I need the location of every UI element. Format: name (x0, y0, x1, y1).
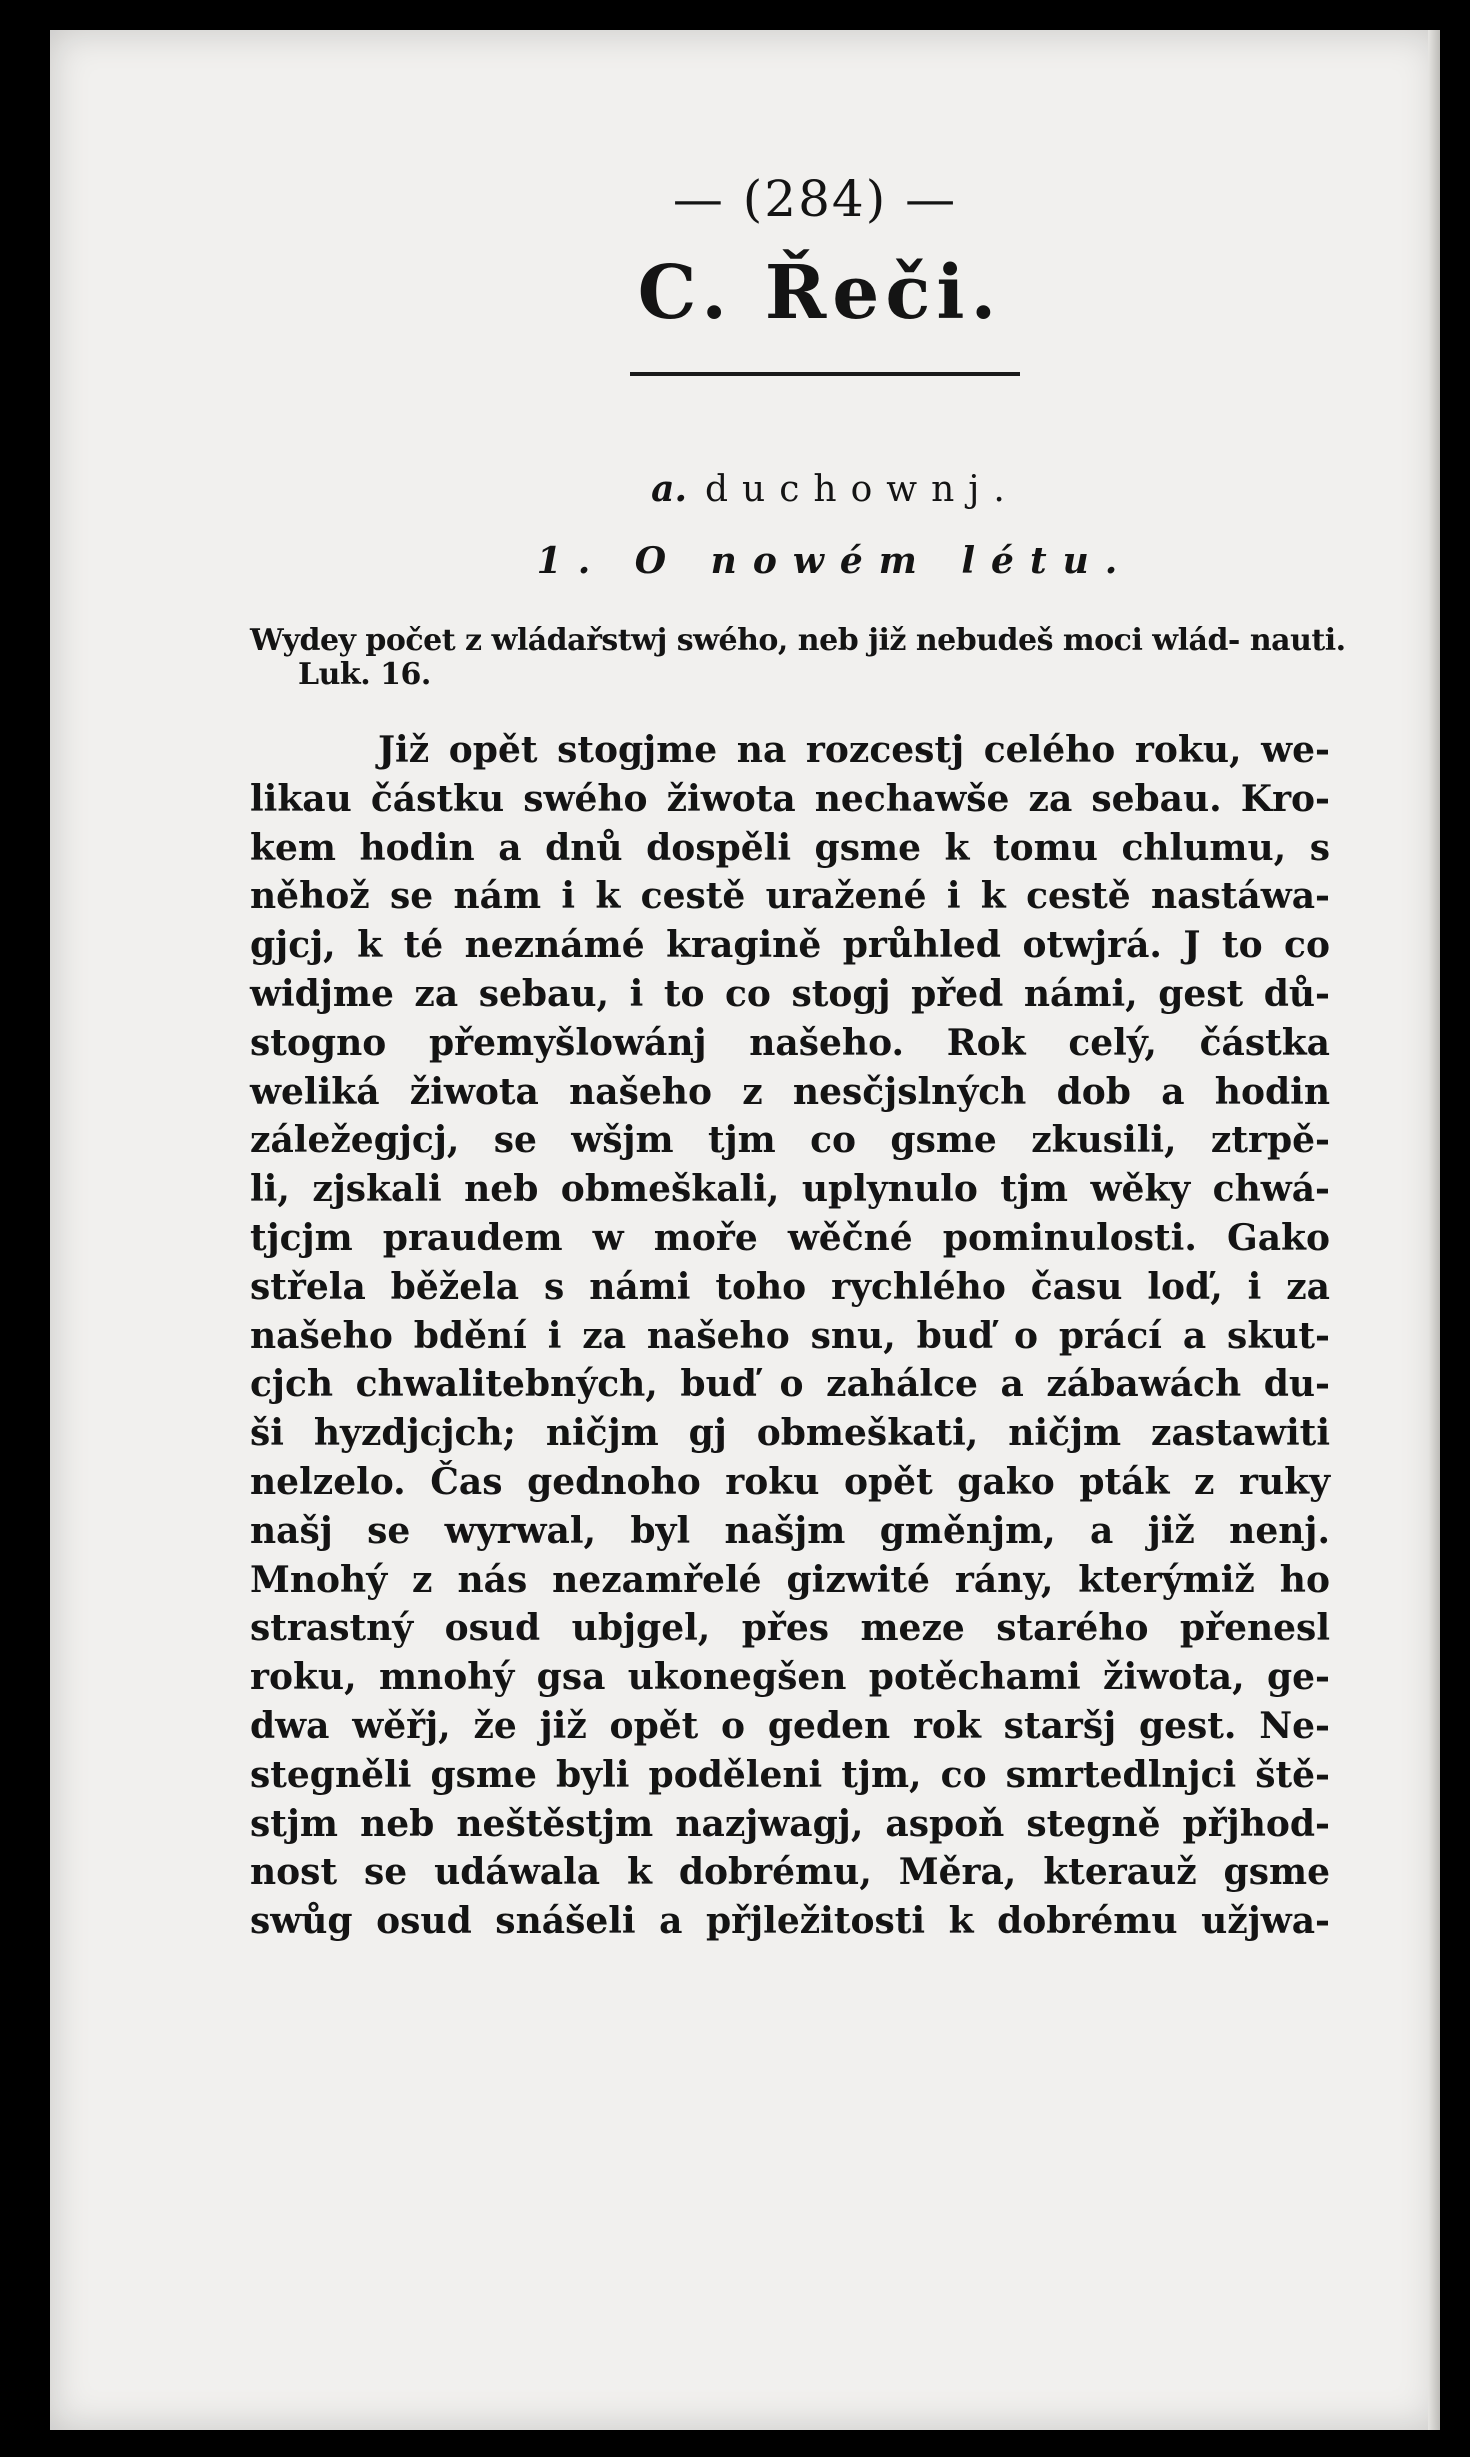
text-line: cjch chwalitebných, buď o zahálce a zábawách du- (250, 1363, 1330, 1406)
text-line: našeho bdění i za našeho snu, buď o prácí a skut- (250, 1314, 1330, 1357)
text-line: stegněli gsme byli poděleni tjm, co smrtedlnjci ště- (250, 1753, 1330, 1796)
text-line: Již opět stogjme na rozcestj celého roku, we- (378, 729, 1330, 771)
text-line: záležegjcj, se wšjm tjm co gsme zkusili, ztrpě- (250, 1119, 1330, 1162)
text-line: střela běžela s námi toho rychlého času loď, i za (250, 1265, 1330, 1308)
body-text (250, 726, 1330, 1946)
text-line: ši hyzdjcjch; ničjm gj obmeškati, ničjm zastawiti (250, 1412, 1330, 1455)
page-content (250, 170, 1360, 1946)
text-line: strastný osud ubjgel, přes meze starého přenesl (250, 1607, 1330, 1650)
subsection-heading (250, 468, 1360, 510)
section-title: C. Řeči. (637, 250, 1003, 336)
text-line: nelzelo. Čas gednoho roku opět gako pták z ruky (250, 1460, 1330, 1503)
text-line: našj se wyrwal, byl našjm gměnjm, a již nenj. (250, 1509, 1330, 1552)
text-line: Mnohý z nás nezamřelé gizwité rány, kterýmiž ho (250, 1558, 1330, 1601)
text-line: dwa wěřj, že již opět o geden rok staršj gest. Ne- (250, 1704, 1330, 1747)
text-line: něhož se nám i k cestě uražené i k cestě nastáwa- (250, 875, 1330, 918)
subsection-title: duchownj. (705, 469, 1019, 510)
text-line: kem hodin a dnů dospěli gsme k tomu chlumu, s (250, 826, 1330, 869)
text-line: roku, mnohý gsa ukonegšen potěchami žiwota, ge- (250, 1656, 1330, 1699)
text-line: stogno přemyšlowánj našeho. Rok celý, částka (250, 1021, 1330, 1064)
text-line: gjcj, k té neznámé kragině průhled otwjrá. J to co (250, 924, 1330, 967)
text-line: li, zjskali neb obmeškali, uplynulo tjm wěky chwá- (250, 1168, 1330, 1211)
title-divider (630, 372, 1020, 376)
text-line: stjm neb neštěstjm nazjwagj, aspoň stegně přjhod- (250, 1802, 1330, 1845)
page-edge (1428, 30, 1440, 2430)
text-line: widjme za sebau, i to co stogj před námi, gest dů- (250, 972, 1330, 1015)
book-page (50, 30, 1440, 2430)
text-line: likau částku swého žiwota nechawše za sebau. Kro- (250, 777, 1330, 820)
topic-heading: 1. O nowém létu. (536, 540, 1134, 582)
subsection-marker: a. (651, 468, 687, 510)
page-number: — (284) — (672, 170, 958, 228)
text-line: nost se udáwala k dobrému, Měra, kterauž gsme (250, 1851, 1330, 1894)
text-line: weliká žiwota našeho z nesčjslných dob a hodin (250, 1070, 1330, 1113)
epigraph: Wydey počet z wládařstwj swého, neb již nebudeš moci wlád- nauti. Luk. 16. (250, 623, 1346, 692)
text-line: swůg osud snášeli a přjležitosti k dobrému užjwa- (250, 1900, 1330, 1943)
text-line: tjcjm praudem w moře wěčné pominulosti. Gako (250, 1216, 1330, 1259)
